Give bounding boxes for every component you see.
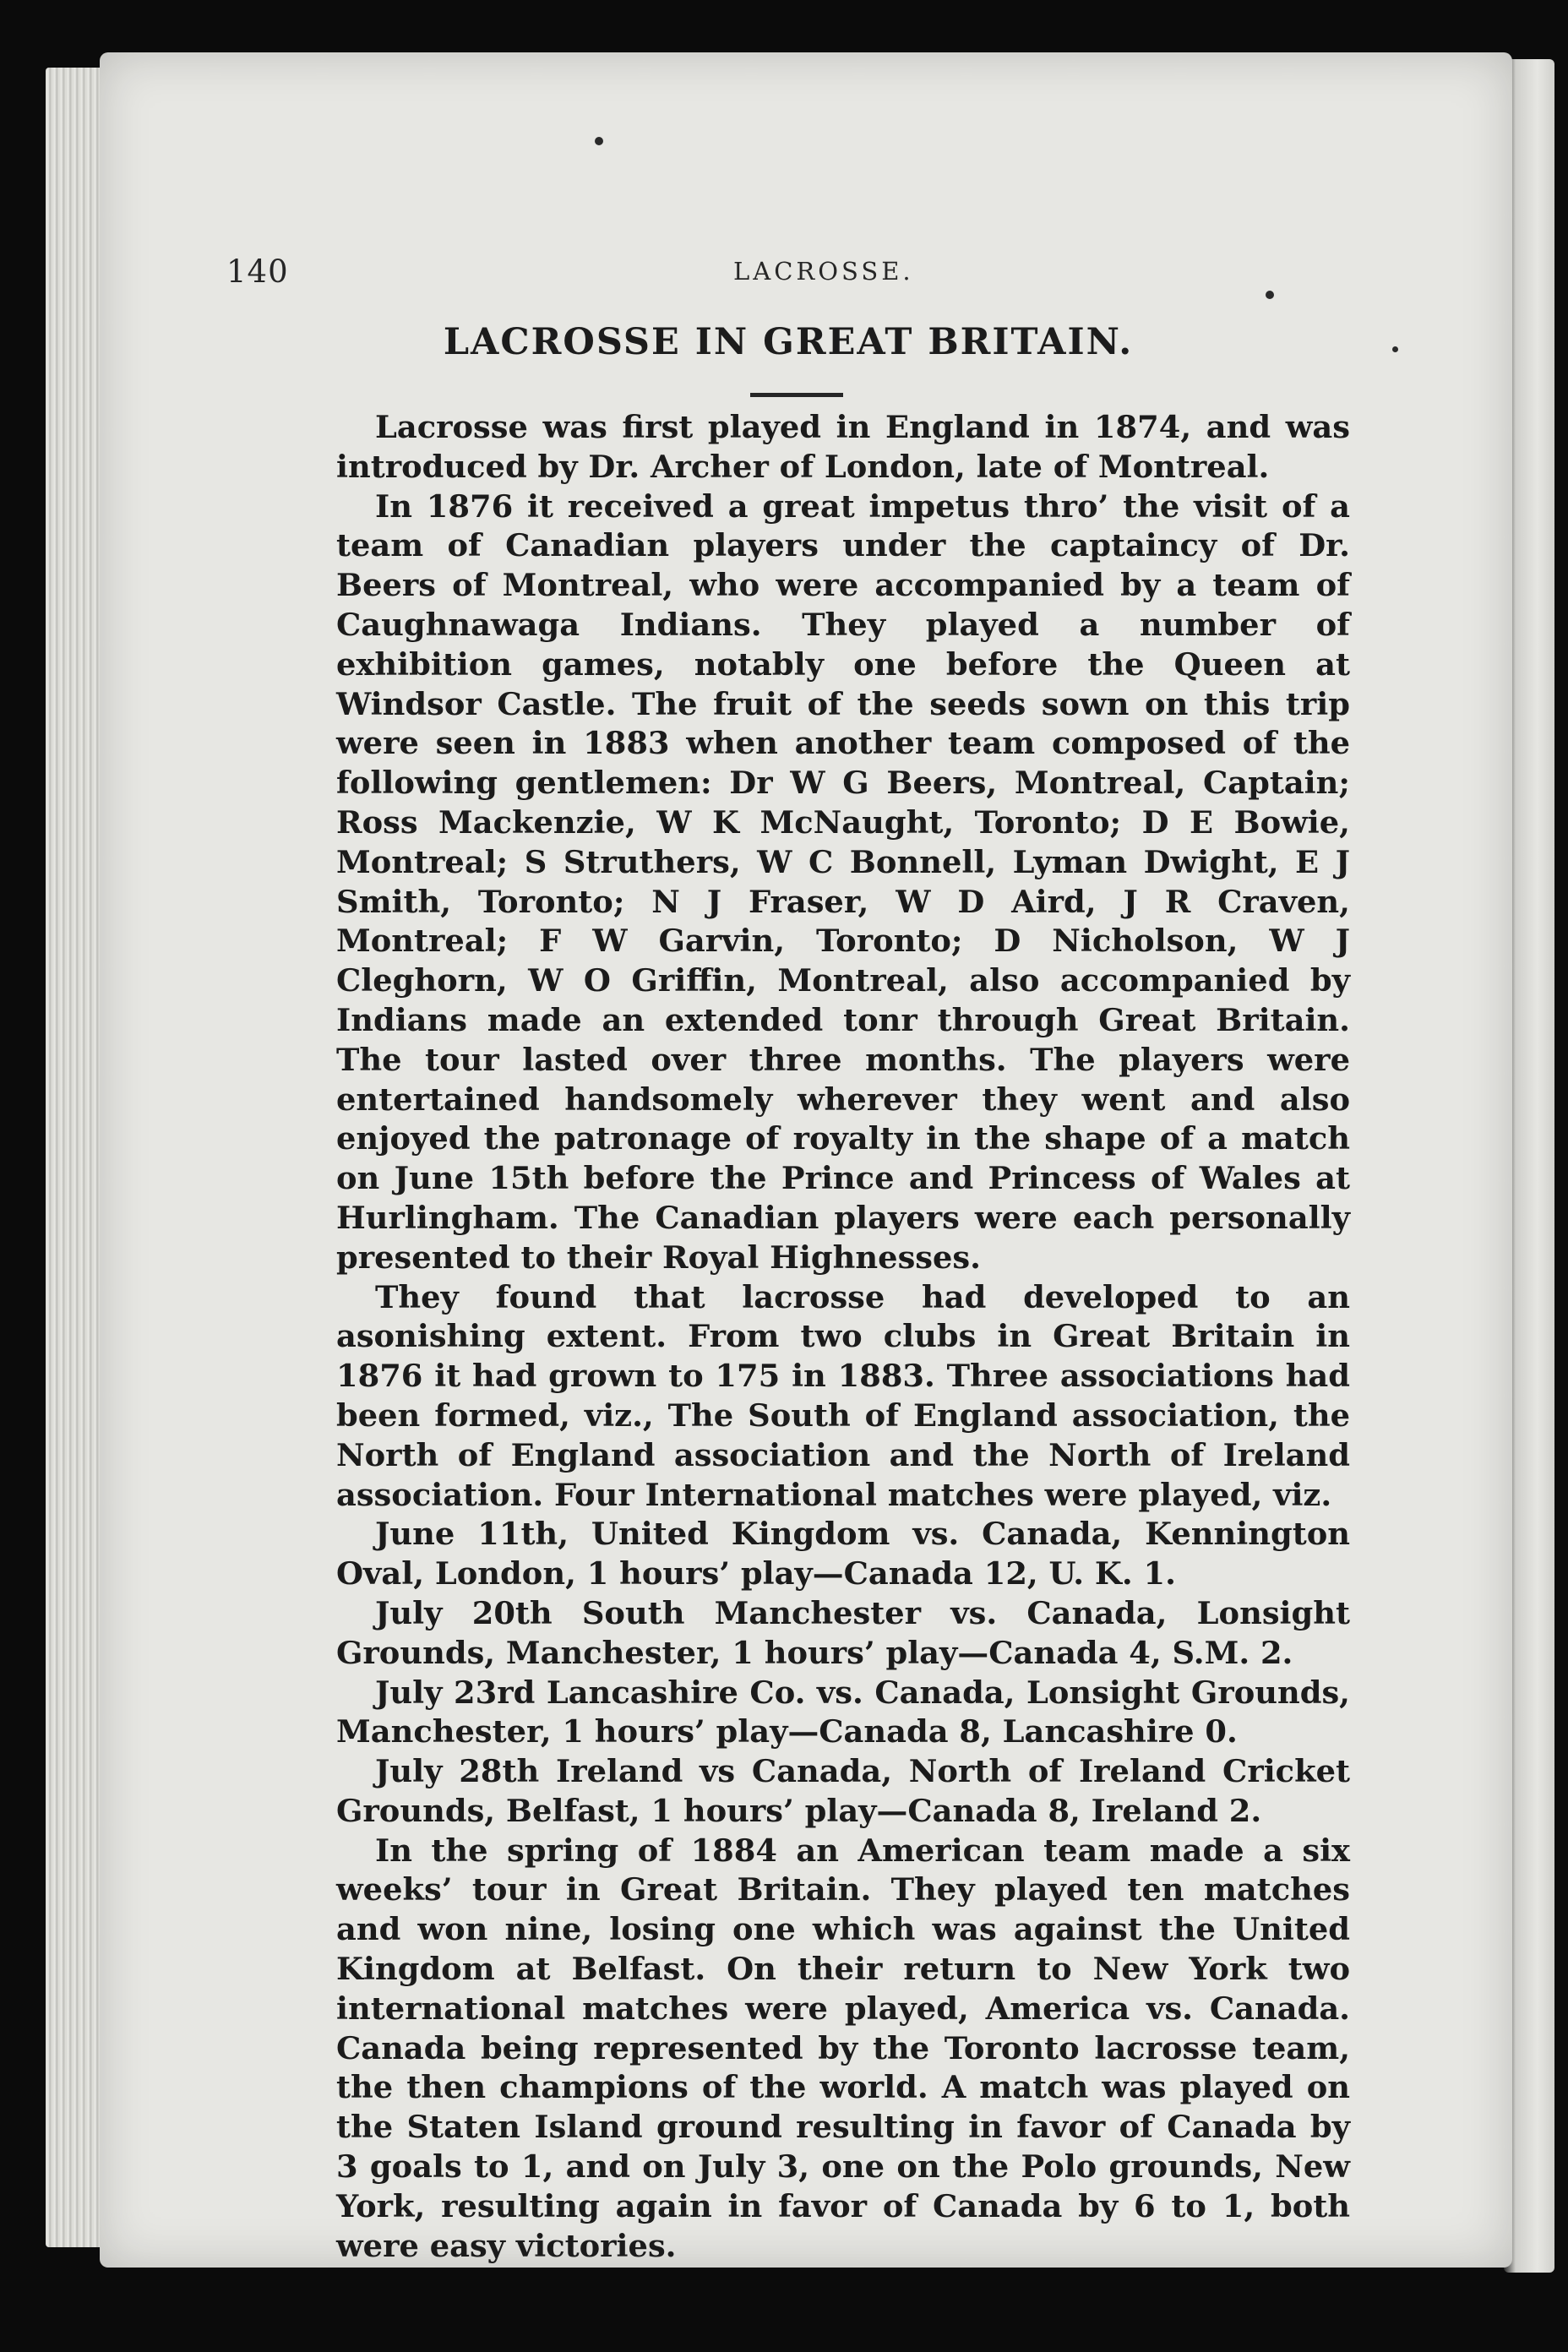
paragraph: They found that lacrosse had developed to an asonishing extent. From two clubs in Great Britain in 1876 it had grown to 175 in 1883. Three associations had been formed, viz., The South of England association, the North of England association and the North of Ireland association. Four International matches were played, viz. [336, 1277, 1350, 1513]
match-result: July 23rd Lancashire Co. vs. Canada, Lonsight Grounds, Manchester, 1 hours’ play—Canada 8, Lancashire 0. [336, 1673, 1350, 1750]
heading-rule [750, 393, 843, 397]
running-head [226, 253, 1350, 296]
chapter-heading: LACROSSE IN GREAT BRITAIN. [443, 321, 1134, 363]
page-number: 140 [226, 253, 289, 290]
paragraph: In the spring of 1884 an American team made a six weeks’ tour in Great Britain. They played ten matches and won nine, losing one which was against the United Kingdom at Belfast. On their return to New York two international matches were played, America vs. Canada. Canada being represented by the Toronto lacrosse team, the then champions of the world. A match was played on the Staten Island ground resulting in favor of Canada by 3 goals to 1, and on July 3, one on the Polo grounds, New York, resulting again in favor of Canada by 6 to 1, both were easy victories. [336, 1831, 1350, 2264]
paragraph: Lacrosse was first played in England in 1874, and was introduced by Dr. Archer of London, late of Montreal. [336, 408, 1350, 485]
match-result: June 11th, United Kingdom vs. Canada, Kennington Oval, London, 1 hours’ play—Canada 12, U. K. 1. [336, 1515, 1350, 1592]
body-text [336, 407, 1350, 2265]
ink-speck [1392, 346, 1398, 352]
running-title: LACROSSE. [733, 257, 914, 286]
ink-speck [595, 137, 603, 145]
paragraph: In 1876 it received a great impetus thro’ the visit of a team of Canadian players under the captaincy of Dr. Beers of Montreal, who were accompanied by a team of Caughnawaga Indians. They played a number of exhibition games, notably one before the Queen at Windsor Castle. The fruit of the seeds sown on this trip were seen in 1883 when another team composed of the following gentlemen: Dr W G Beers, Montreal, Captain; Ross Mackenzie, W K McNaught, Toronto; D E Bowie, Montreal; S Struthers, W C Bonnell, Lyman Dwight, E J Smith, Toronto; N J Fraser, W D Aird, J R Craven, Montreal; F W Garvin, Toronto; D Nicholson, W J Cleghorn, W O Griffin, Montreal, also accompanied by Indians made an extended tonr through Great Britain. The tour lasted over three months. The players were entertained handsomely wherever they went and also enjoyed the patronage of royalty in the shape of a match on June 15th before the Prince and Princess of Wales at Hurlingham. The Canadian players were each personally presented to their Royal Highnesses. [336, 487, 1350, 1276]
match-result: July 20th South Manchester vs. Canada, Lonsight Grounds, Manchester, 1 hours’ play—Canada 4, S.M. 2. [336, 1593, 1350, 1671]
match-result: July 28th Ireland vs Canada, North of Ireland Cricket Grounds, Belfast, 1 hours’ play—Canada 8, Ireland 2. [336, 1752, 1350, 1829]
